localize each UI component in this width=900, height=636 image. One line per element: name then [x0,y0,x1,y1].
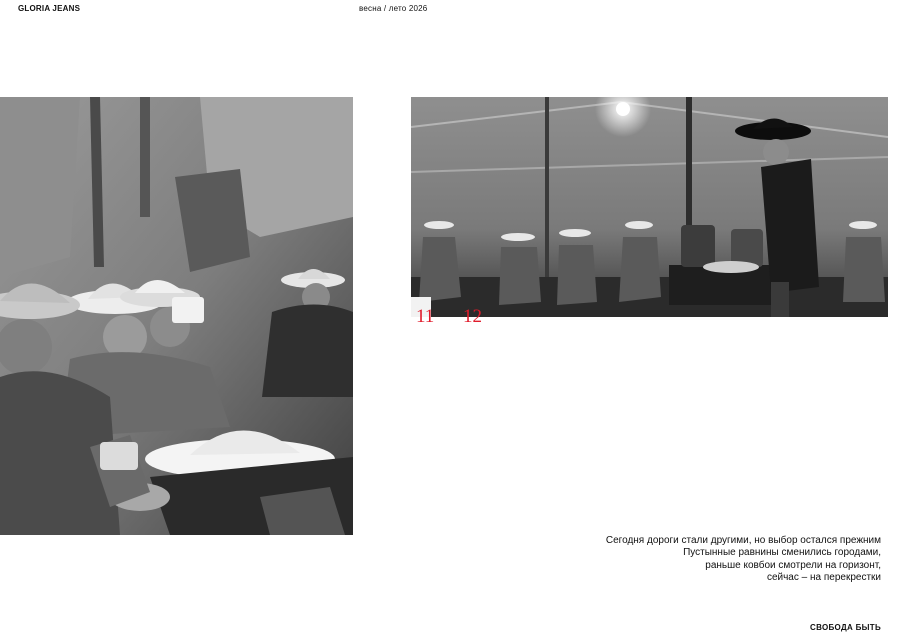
caption-line: раньше ковбои смотрели на горизонт, [705,559,881,571]
caption-line: Пустынные равнины сменились городами, [683,547,881,559]
photo-cowboys-closeup [0,97,353,535]
page-number-right: 12 [463,306,482,327]
caption-text [461,535,881,584]
brand-name: GLORIA JEANS [18,4,81,13]
photo-right-illustration [411,97,888,317]
season-label: весна / лето 2026 [359,4,428,13]
footer-slogan: СВОБОДА БЫТЬ [810,623,881,632]
page-number-left: 11 [416,306,435,327]
caption-line: сейчас – на перекрестки [766,571,881,583]
caption-line: Сегодня дороги стали другими, но выбор остался прежним [605,535,881,546]
photo-cowboys-tent-stove [411,97,888,317]
photo-left-illustration [0,97,353,535]
